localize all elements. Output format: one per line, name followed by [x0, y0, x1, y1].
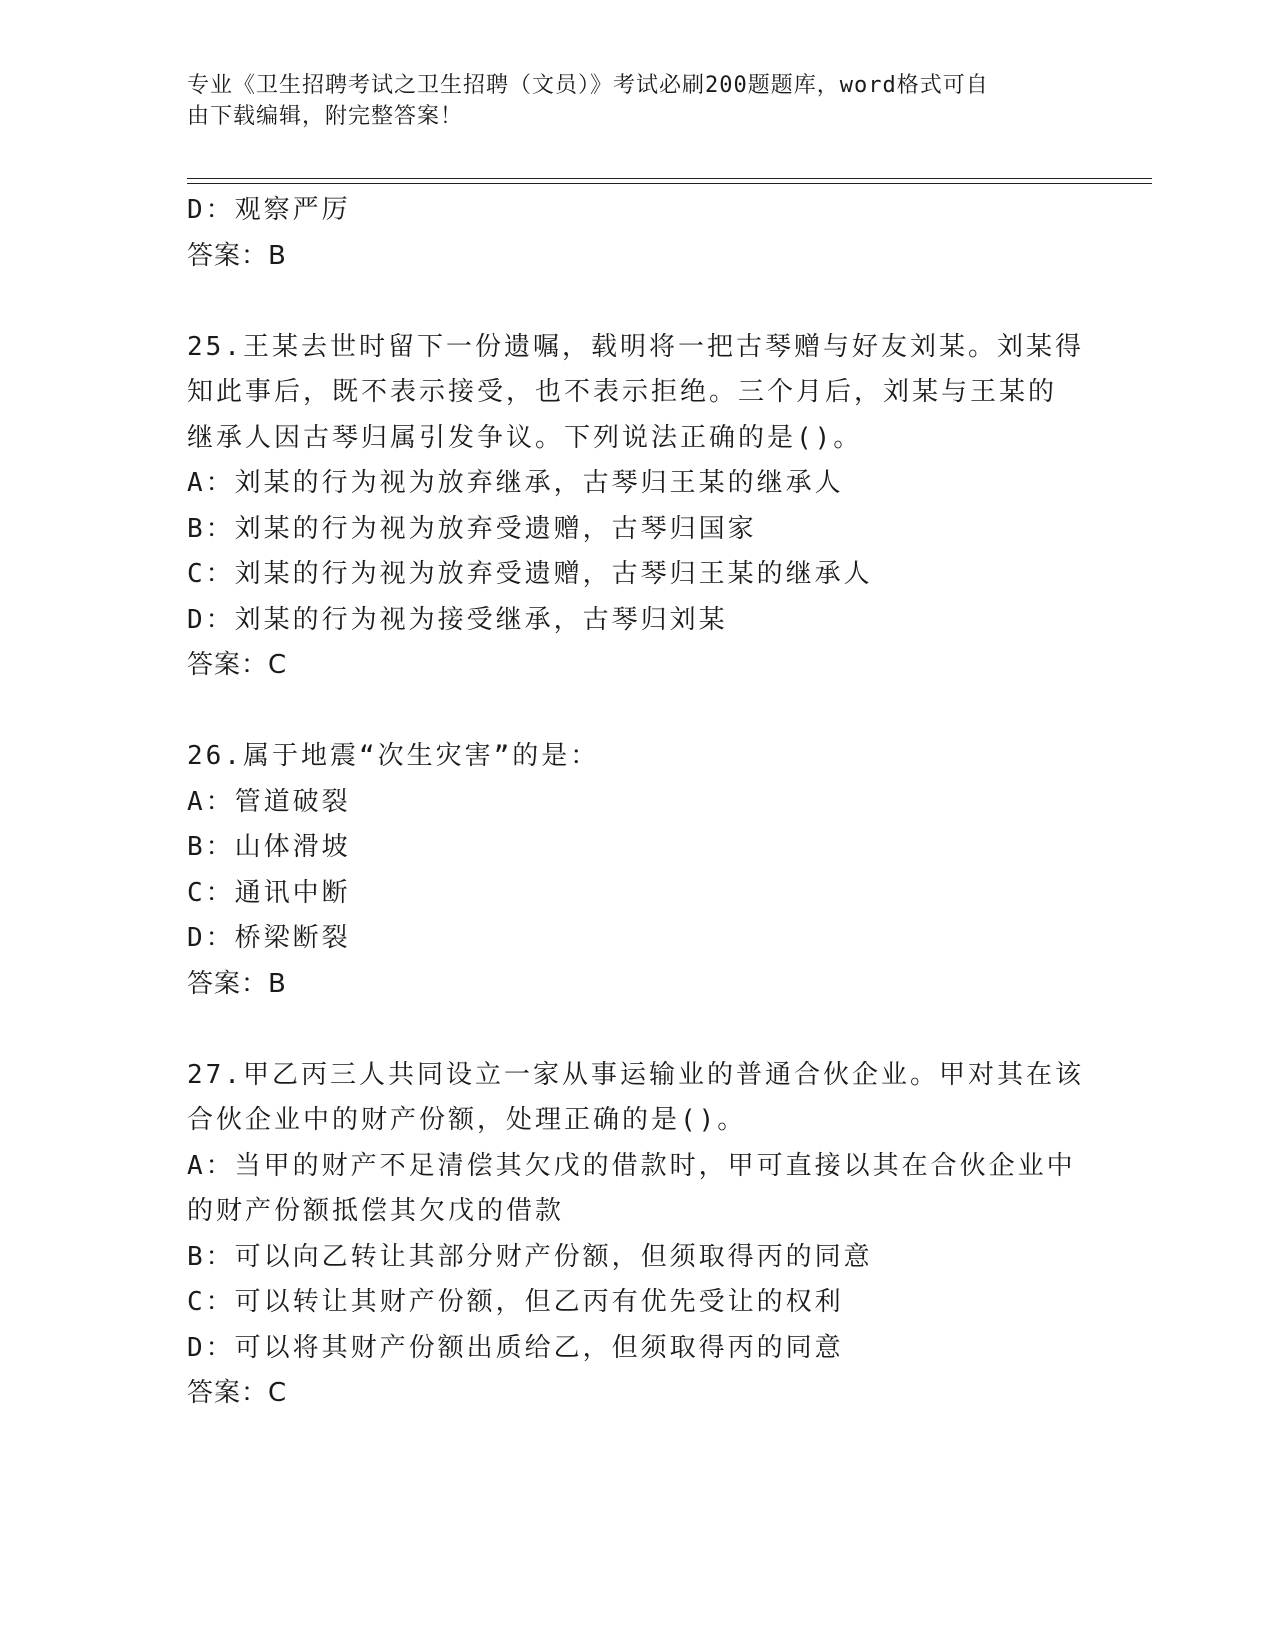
answer: 答案：B: [187, 240, 287, 271]
option-b: B：可以向乙转让其部分财产份额，但须取得丙的同意: [187, 1241, 873, 1272]
answer: 答案：C: [187, 650, 288, 680]
header-line: 专业《卫生招聘考试之卫生招聘（文员）》考试必刷200题题库，word格式可自: [187, 73, 989, 98]
option-a: A：当甲的财产不足清偿其欠戊的借款时，甲可直接以其在合伙企业中: [187, 1150, 1076, 1181]
question-25: [187, 325, 1087, 689]
answer: 答案：C: [187, 1378, 288, 1408]
option-a: A：管道破裂: [187, 786, 351, 817]
answer: 答案：B: [187, 968, 287, 999]
question-stem-line: 知此事后，既不表示接受，也不表示拒绝。三个月后，刘某与王某的: [187, 377, 1058, 407]
header-rule: [187, 178, 1152, 179]
header-line: 由下载编辑，附完整答案！: [187, 104, 464, 129]
option-d: D：刘某的行为视为接受继承，古琴归刘某: [187, 604, 728, 635]
option-c: C：可以转让其财产份额，但乙丙有优先受让的权利: [187, 1287, 844, 1317]
question-stem-line: 26.属于地震“次生灾害”的是：: [187, 741, 600, 771]
question-26: [187, 734, 1087, 1007]
page-header: [187, 70, 1057, 132]
option-b: B：山体滑坡: [187, 832, 351, 862]
option-b: B：刘某的行为视为放弃受遗赠，古琴归国家: [187, 513, 757, 544]
option-d: D：可以将其财产份额出质给乙，但须取得丙的同意: [187, 1332, 844, 1363]
option-d: D：桥梁断裂: [187, 923, 351, 953]
option-d: D：观察严厉: [187, 195, 351, 225]
question-stem-line: 合伙企业中的财产份额，处理正确的是()。: [187, 1105, 747, 1135]
question-stem-line: 继承人因古琴归属引发争议。下列说法正确的是()。: [187, 422, 863, 453]
question-27: [187, 1053, 1087, 1417]
question-24-tail: [187, 188, 1087, 279]
question-list: [187, 188, 1087, 1417]
option-c: C：刘某的行为视为放弃受遗赠，古琴归王某的继承人: [187, 559, 873, 589]
header-rule: [187, 183, 1152, 184]
question-stem-line: 25.王某去世时留下一份遗嘱，载明将一把古琴赠与好友刘某。刘某得: [187, 331, 1084, 362]
question-stem-line: 27.甲乙丙三人共同设立一家从事运输业的普通合伙企业。甲对其在该: [187, 1059, 1084, 1090]
option-a: A：刘某的行为视为放弃继承，古琴归王某的继承人: [187, 468, 844, 498]
option-c: C：通讯中断: [187, 877, 351, 908]
option-a-continued: 的财产份额抵偿其欠戊的借款: [187, 1196, 565, 1226]
